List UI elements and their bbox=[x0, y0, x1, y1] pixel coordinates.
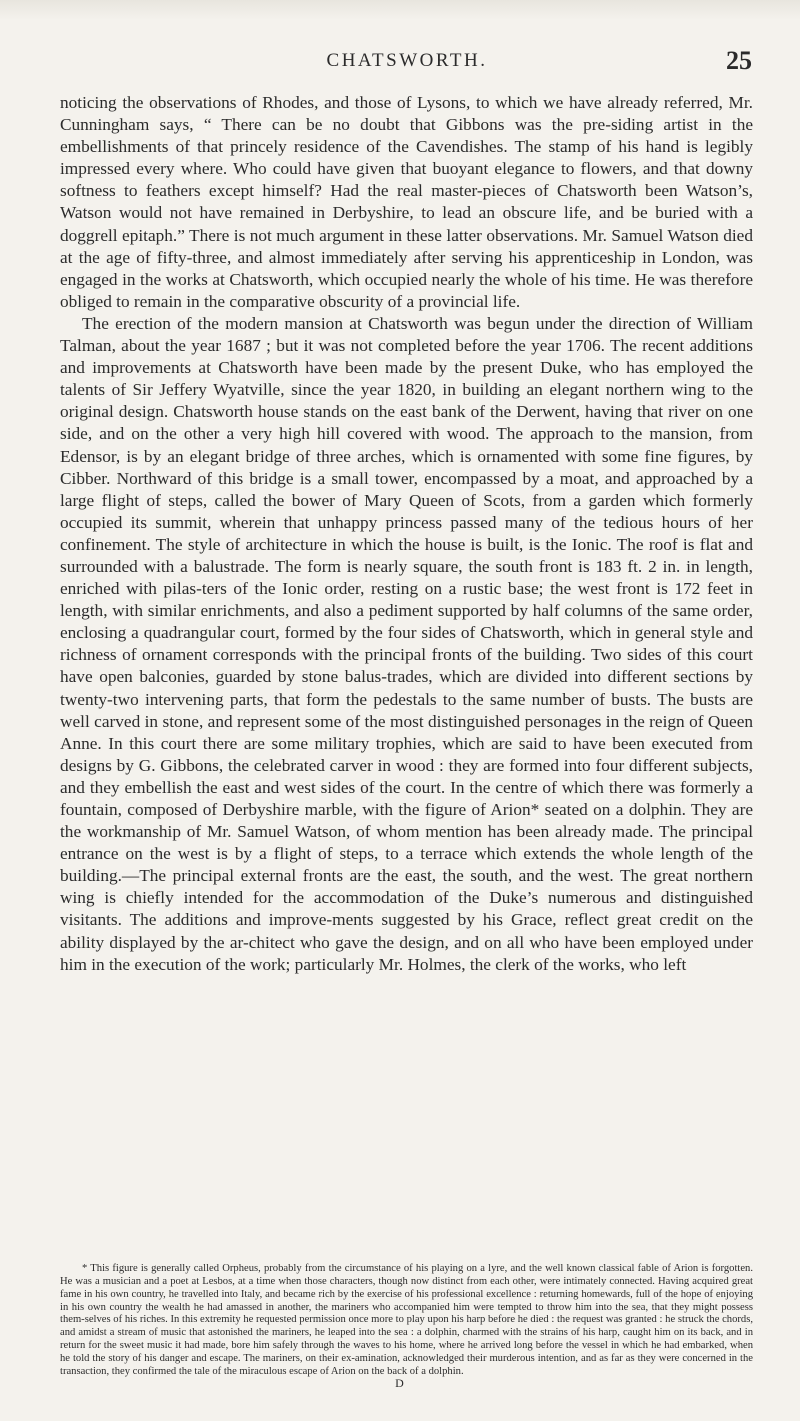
paragraph-modern-mansion: The erection of the modern mansion at Chatsworth was begun under the direction of William Talman, about the year 1687 ; but it was not completed before the year 1706. The recent additions and improvements at Chatsworth have been made by the present Duke, who has employed the talents of Sir Jeffery Wyatville, since the year 1820, in building an elegant northern wing to the original design. Chatsworth house stands on the east bank of the Derwent, having that river on one side, and on the other a very high hill covered with wood. The approach to the mansion, from Edensor, is by an elegant bridge of three arches, which is ornamented with some fine figures, by Cibber. Northward of this bridge is a small tower, encompassed by a moat, and approached by a large flight of steps, called the bower of Mary Queen of Scots, from a garden which formerly occupied its summit, wherein that unhappy princess passed many of the tedious hours of her confinement. The style of architecture in which the house is built, is the Ionic. The roof is flat and surrounded with a balustrade. The form is nearly square, the south front is 183 ft. 2 in. in length, enriched with pilas-ters of the Ionic order, resting on a rustic base; the west front is 172 feet in length, with similar enrichments, and also a pediment supported by half columns of the same order, enclosing a quadrangular court, formed by the four sides of Chatsworth, which in general style and richness of ornament corresponds with the principal fronts of the building. Two sides of this court have open balconies, guarded by stone balus-trades, which are divided into different sections by twenty-two intervening parts, that form the pedestals to the same number of busts. The busts are well carved in stone, and represent some of the most distinguished personages in the reign of Queen Anne. In this court there are some military trophies, which are said to have been executed from designs by G. Gibbons, the celebrated carver in wood : they are formed into four different subjects, and they embellish the east and west sides of the court. In the centre of which there was formerly a fountain, composed of Derbyshire marble, with the figure of Arion* seated on a dolphin. They are the workmanship of Mr. Samuel Watson, of whom mention has been already made. The principal entrance on the west is by a flight of steps, to a terrace which extends the whole length of the building.—The principal external fronts are the east, the south, and the west. The great northern wing is chiefly intended for the accommodation of the Duke’s numerous and distinguished visitants. The additions and improve-ments suggested by his Grace, reflect great credit on the ability displayed by the ar-chitect who gave the design, and on all who have been employed under him in the execution of the work; particularly Mr. Holmes, the clerk of the works, who left bbox=[60, 313, 753, 974]
footnote-arion: * This figure is generally called Orpheus, probably from the circumstance of his playing on a lyre, and the well known classical fable of Arion is forgotten. He was a musician and a poet at Lesbos, at a time when those characters, though now distinct from each other, were intimately connected. Having acquired great fame in his own country, he travelled into Italy, and became rich by the exercise of his professional excellence : returning homewards, full of the hope of enjoying in his own country the wealth he had amassed in another, the mariners who accompanied him were tempted to throw him into the sea, that they might possess them-selves of his riches. In this extremity he requested permission once more to play upon his harp before he died : the request was granted : he struck the chords, and amidst a stream of music that astonished the mariners, he leaped into the sea : a dolphin, charmed with the strains of his harp, caught him on its back, and in return for the sweet music it had made, bore him safely through the waves to his home, where he arrived long before the vessel in which he had embarked, when he told the story of his danger and escape. The mariners, on their ex-amination, acknowledged their murderous intention, and as far as they were concerned in the transaction, they confirmed the tale of the miraculous escape of Arion on the back of a dolphin. bbox=[60, 1263, 753, 1377]
body-text bbox=[60, 92, 753, 976]
paragraph-rhodes-lysons: noticing the observations of Rhodes, and those of Lysons, to which we have already referred, Mr. Cunningham says, “ There can be no doubt that Gibbons was the pre-siding artist in the embellishments of that princely residence of the Cavendishes. The stamp of his hand is legibly impressed every where. Who could have given that buoyant elegance to flowers, and that downy softness to feathers except himself? Had the real master-pieces of Chatsworth been Watson’s, Watson would not have remained in Derbyshire, to lead an obscure life, and be buried with a doggrell epitaph.” There is not much argument in these latter observations. Mr. Samuel Watson died at the age of fifty-three, and almost immediately after serving his apprenticeship in London, was engaged in the works at Chatsworth, which occupied nearly the whole of his time. He was therefore obliged to remain in the comparative obscurity of a provincial life. bbox=[60, 93, 753, 311]
page-number: 25 bbox=[726, 46, 752, 75]
running-title: CHATSWORTH. bbox=[326, 50, 488, 71]
running-head bbox=[62, 46, 752, 80]
signature-mark: D bbox=[395, 1376, 405, 1390]
page-edge-shadow bbox=[0, 0, 800, 20]
